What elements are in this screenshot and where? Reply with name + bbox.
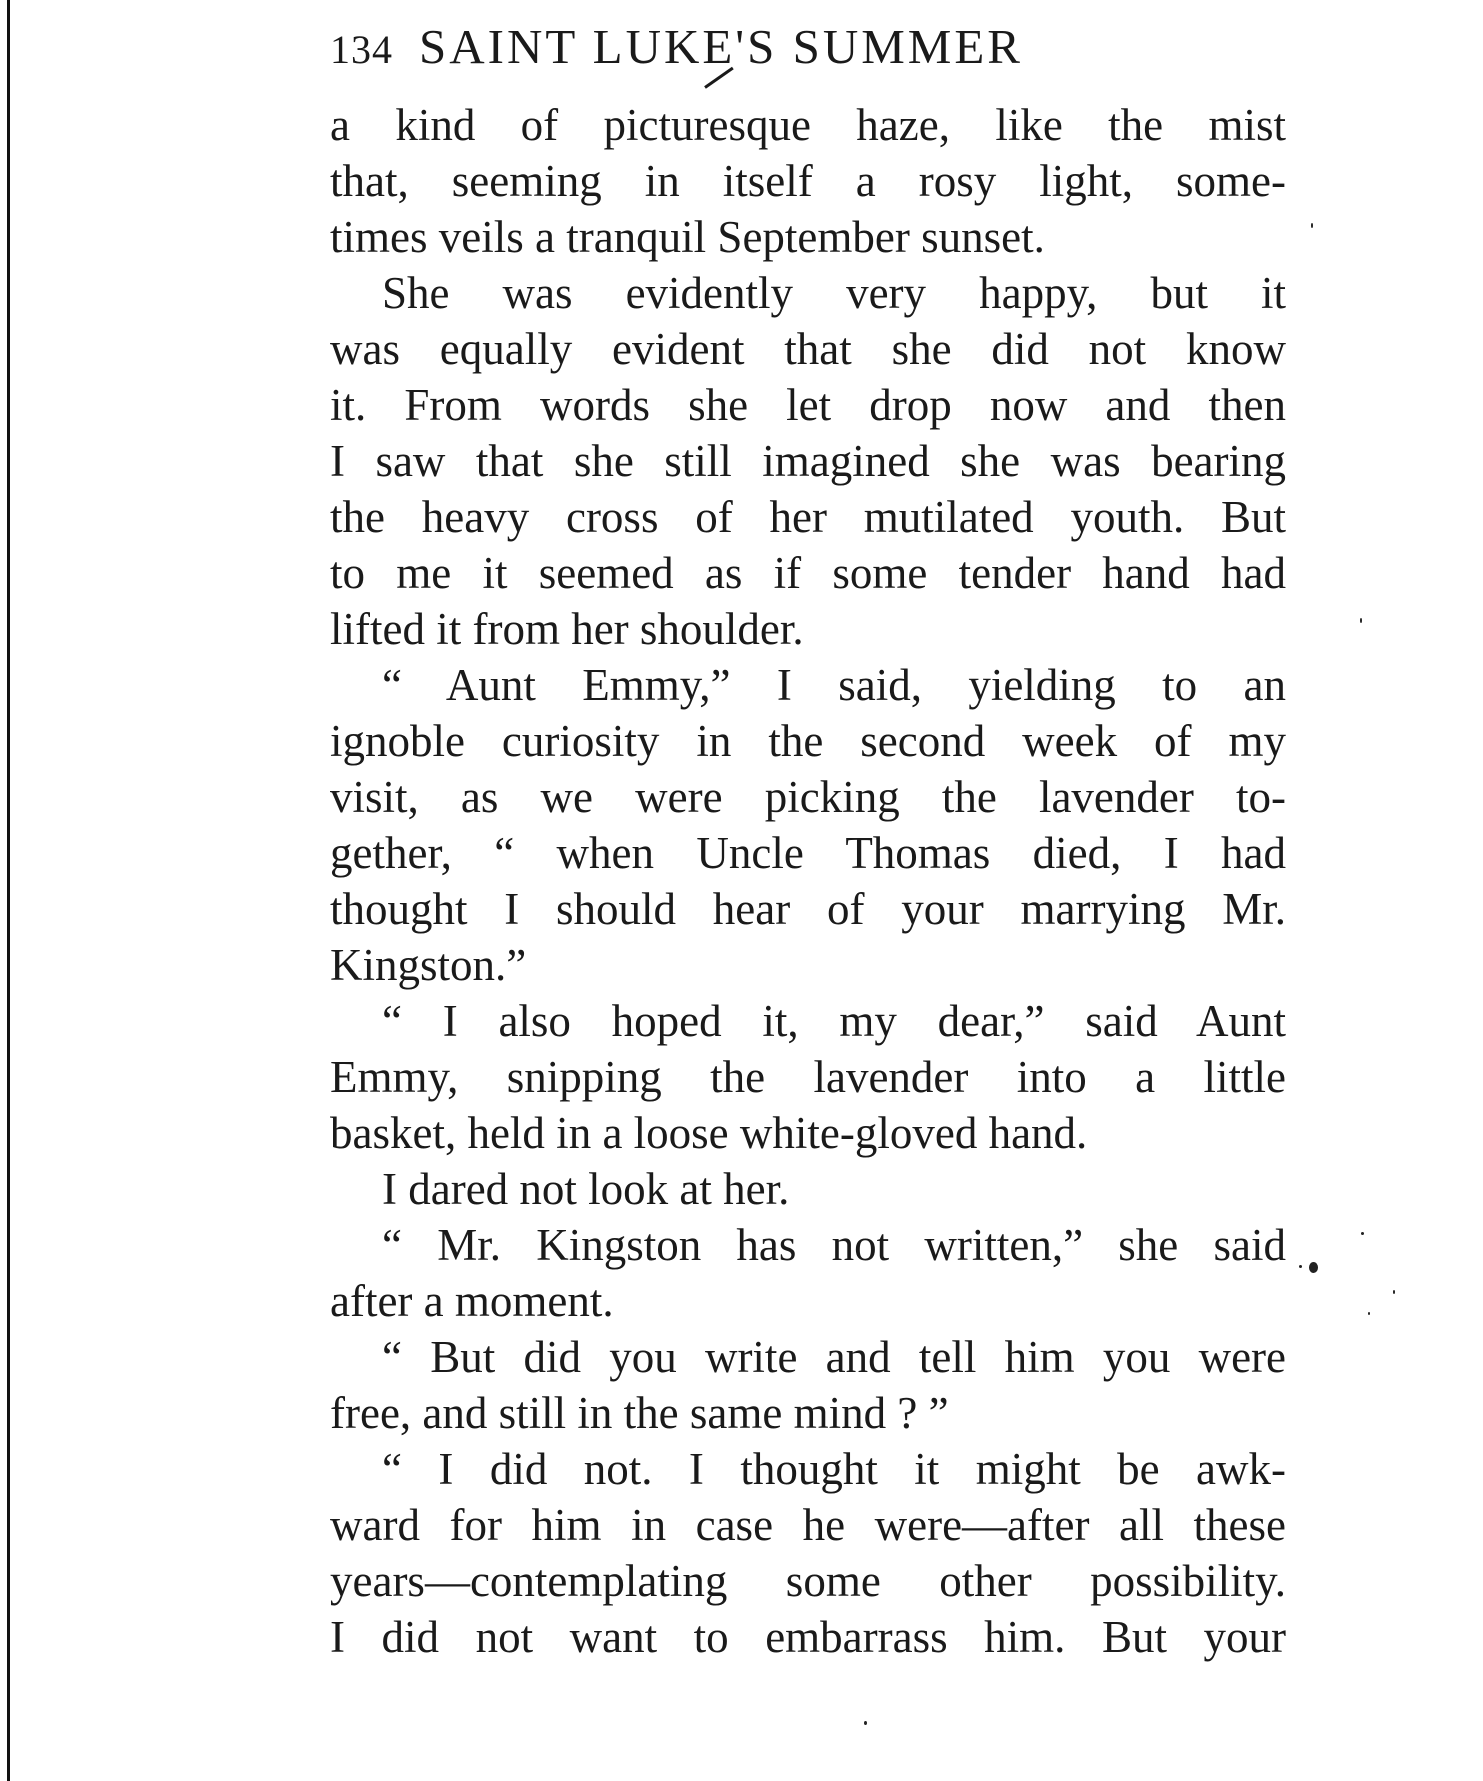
text-line: I dared not look at her. bbox=[382, 1164, 790, 1214]
text-line: basket, held in a loose white-gloved hand. bbox=[330, 1108, 1088, 1158]
text-line: Kingston.” bbox=[330, 940, 527, 990]
text-line: I saw that she still imagined she was bearing bbox=[330, 436, 1286, 486]
text-line: “ I did not. I thought it might be awk- bbox=[382, 1444, 1286, 1494]
text-line: visit, as we were picking the lavender to- bbox=[330, 772, 1286, 822]
text-line: She was evidently very happy, but it bbox=[382, 268, 1286, 318]
scan-speck bbox=[1311, 223, 1313, 228]
text-line: ignoble curiosity in the second week of my bbox=[330, 716, 1286, 766]
body-text bbox=[330, 97, 1286, 1665]
text-line: was equally evident that she did not know bbox=[330, 324, 1286, 374]
page-edge-shadow bbox=[7, 0, 10, 1781]
text-line: Emmy, snipping the lavender into a little bbox=[330, 1052, 1286, 1102]
scan-speck bbox=[1309, 1262, 1318, 1273]
text-line: times veils a tranquil September sunset. bbox=[330, 212, 1045, 262]
scan-speck bbox=[1368, 1312, 1370, 1315]
text-line: I did not want to embarrass him. But your bbox=[330, 1612, 1286, 1662]
scan-speck bbox=[1361, 1232, 1364, 1235]
text-line: ward for him in case he were—after all these bbox=[330, 1500, 1286, 1550]
text-line: “ But did you write and tell him you were bbox=[382, 1332, 1286, 1382]
text-line: free, and still in the same mind ? ” bbox=[330, 1388, 949, 1438]
page-number: 134 bbox=[330, 27, 393, 72]
text-line: thought I should hear of your marrying Mr. bbox=[330, 884, 1286, 934]
text-line: that, seeming in itself a rosy light, some- bbox=[330, 156, 1286, 206]
scan-speck bbox=[864, 1721, 867, 1725]
text-line: “ I also hoped it, my dear,” said Aunt bbox=[382, 996, 1286, 1046]
text-line: “ Mr. Kingston has not written,” she said bbox=[382, 1220, 1286, 1270]
text-line: a kind of picturesque haze, like the mist bbox=[330, 100, 1286, 150]
text-line: years—contemplating some other possibility. bbox=[330, 1556, 1286, 1606]
scan-speck bbox=[1360, 618, 1362, 623]
text-line: “ Aunt Emmy,” I said, yielding to an bbox=[382, 660, 1286, 710]
running-title: SAINT LUKE'S SUMMER bbox=[419, 19, 1023, 74]
text-line: after a moment. bbox=[330, 1276, 614, 1326]
text-line: it. From words she let drop now and then bbox=[330, 380, 1286, 430]
scan-speck bbox=[1299, 1265, 1302, 1268]
text-line: to me it seemed as if some tender hand had bbox=[330, 548, 1286, 598]
scan-speck bbox=[1393, 1290, 1395, 1294]
text-line: gether, “ when Uncle Thomas died, I had bbox=[330, 828, 1286, 878]
text-line: the heavy cross of her mutilated youth. But bbox=[330, 492, 1286, 542]
text-line: lifted it from her shoulder. bbox=[330, 604, 804, 654]
running-head bbox=[330, 18, 1023, 75]
